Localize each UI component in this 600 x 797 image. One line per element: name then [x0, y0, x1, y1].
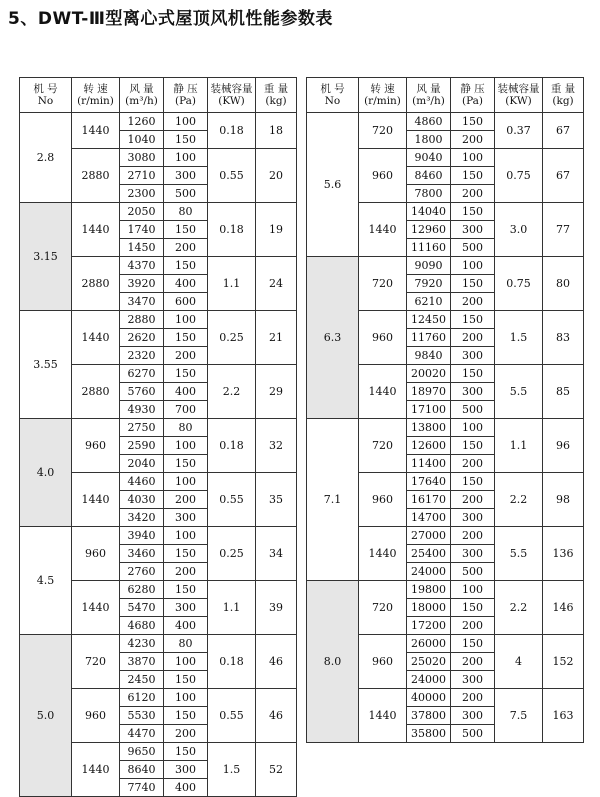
cell-airflow: 2590	[120, 437, 164, 455]
cell-power: 0.18	[208, 635, 256, 689]
cell-airflow: 3420	[120, 509, 164, 527]
col-header-pressure	[451, 78, 495, 113]
table-row	[307, 113, 584, 131]
cell-speed: 2880	[72, 149, 120, 203]
cell-power: 0.75	[495, 257, 543, 311]
cell-model-no: 7.1	[307, 419, 359, 581]
cell-pressure: 400	[164, 617, 208, 635]
cell-pressure: 500	[451, 401, 495, 419]
cell-airflow: 25020	[407, 653, 451, 671]
cell-pressure: 150	[164, 365, 208, 383]
cell-airflow: 40000	[407, 689, 451, 707]
cell-airflow: 4460	[120, 473, 164, 491]
header-top: 重 量	[263, 83, 289, 95]
cell-weight: 34	[256, 527, 297, 581]
cell-power: 0.25	[208, 311, 256, 365]
cell-weight: 24	[256, 257, 297, 311]
cell-airflow: 26000	[407, 635, 451, 653]
cell-airflow: 8460	[407, 167, 451, 185]
cell-weight: 80	[543, 257, 584, 311]
header-top: 装械容量	[497, 83, 540, 95]
cell-speed: 960	[359, 473, 407, 527]
header-bottom: No	[324, 95, 341, 107]
cell-airflow: 9840	[407, 347, 451, 365]
cell-pressure: 80	[164, 635, 208, 653]
cell-airflow: 1450	[120, 239, 164, 257]
cell-power: 4	[495, 635, 543, 689]
cell-airflow: 4230	[120, 635, 164, 653]
cell-model-no: 3.55	[20, 311, 72, 419]
cell-airflow: 8640	[120, 761, 164, 779]
cell-airflow: 11400	[407, 455, 451, 473]
cell-pressure: 100	[164, 113, 208, 131]
cell-power: 1.1	[208, 581, 256, 635]
cell-pressure: 150	[164, 257, 208, 275]
cell-pressure: 200	[451, 131, 495, 149]
cell-pressure: 150	[451, 599, 495, 617]
cell-weight: 29	[256, 365, 297, 419]
left-spec-table	[19, 77, 297, 797]
cell-speed: 720	[359, 257, 407, 311]
cell-power: 5.5	[495, 527, 543, 581]
cell-airflow: 2320	[120, 347, 164, 365]
cell-airflow: 4470	[120, 725, 164, 743]
cell-speed: 1440	[359, 365, 407, 419]
cell-speed: 960	[72, 527, 120, 581]
cell-airflow: 1040	[120, 131, 164, 149]
cell-weight: 20	[256, 149, 297, 203]
cell-weight: 146	[543, 581, 584, 635]
cell-pressure: 100	[451, 257, 495, 275]
cell-speed: 720	[359, 419, 407, 473]
cell-pressure: 400	[164, 383, 208, 401]
col-header-airflow	[407, 78, 451, 113]
cell-speed: 720	[359, 581, 407, 635]
cell-speed: 2880	[72, 365, 120, 419]
cell-pressure: 150	[451, 167, 495, 185]
cell-airflow: 27000	[407, 527, 451, 545]
cell-power: 0.18	[208, 113, 256, 149]
cell-airflow: 3460	[120, 545, 164, 563]
cell-airflow: 1740	[120, 221, 164, 239]
cell-pressure: 300	[451, 347, 495, 365]
cell-airflow: 12450	[407, 311, 451, 329]
cell-speed: 720	[359, 113, 407, 149]
cell-airflow: 12960	[407, 221, 451, 239]
cell-airflow: 18000	[407, 599, 451, 617]
header-bottom: (m³/h)	[412, 95, 445, 107]
table-row	[20, 311, 297, 329]
cell-power: 1.5	[495, 311, 543, 365]
cell-pressure: 200	[451, 293, 495, 311]
cell-weight: 35	[256, 473, 297, 527]
cell-airflow: 2300	[120, 185, 164, 203]
cell-airflow: 2620	[120, 329, 164, 347]
cell-pressure: 200	[164, 725, 208, 743]
cell-pressure: 150	[451, 311, 495, 329]
cell-airflow: 4860	[407, 113, 451, 131]
cell-airflow: 3470	[120, 293, 164, 311]
cell-pressure: 200	[164, 563, 208, 581]
cell-airflow: 6280	[120, 581, 164, 599]
cell-pressure: 300	[164, 599, 208, 617]
cell-airflow: 4930	[120, 401, 164, 419]
cell-model-no: 3.15	[20, 203, 72, 311]
header-top: 机 号	[33, 83, 58, 95]
cell-speed: 1440	[359, 527, 407, 581]
cell-airflow: 2050	[120, 203, 164, 221]
header-top: 机 号	[320, 83, 345, 95]
table-body	[307, 113, 584, 743]
cell-airflow: 17100	[407, 401, 451, 419]
cell-airflow: 6210	[407, 293, 451, 311]
cell-power: 2.2	[495, 473, 543, 527]
cell-weight: 21	[256, 311, 297, 365]
header-row	[307, 78, 584, 113]
cell-power: 5.5	[495, 365, 543, 419]
table-row	[307, 257, 584, 275]
header-top: 重 量	[550, 83, 576, 95]
header-top: 静 压	[173, 83, 198, 95]
cell-pressure: 600	[164, 293, 208, 311]
cell-airflow: 2760	[120, 563, 164, 581]
cell-airflow: 14040	[407, 203, 451, 221]
cell-airflow: 4370	[120, 257, 164, 275]
cell-pressure: 200	[451, 491, 495, 509]
cell-airflow: 2880	[120, 311, 164, 329]
col-header-model	[20, 78, 72, 113]
header-bottom: (KW)	[505, 95, 532, 107]
col-header-pressure	[164, 78, 208, 113]
cell-airflow: 7800	[407, 185, 451, 203]
cell-pressure: 500	[164, 185, 208, 203]
cell-pressure: 200	[451, 689, 495, 707]
cell-pressure: 100	[164, 689, 208, 707]
table-row	[307, 581, 584, 599]
col-header-speed	[72, 78, 120, 113]
cell-airflow: 2710	[120, 167, 164, 185]
cell-airflow: 17200	[407, 617, 451, 635]
cell-weight: 96	[543, 419, 584, 473]
table-row	[20, 527, 297, 545]
cell-weight: 85	[543, 365, 584, 419]
cell-pressure: 200	[451, 527, 495, 545]
header-row	[20, 78, 297, 113]
cell-pressure: 100	[164, 311, 208, 329]
cell-pressure: 200	[164, 347, 208, 365]
cell-pressure: 300	[451, 221, 495, 239]
cell-airflow: 5470	[120, 599, 164, 617]
cell-pressure: 150	[451, 113, 495, 131]
header-bottom: (KW)	[218, 95, 245, 107]
cell-power: 1.1	[495, 419, 543, 473]
cell-airflow: 2750	[120, 419, 164, 437]
cell-pressure: 150	[164, 707, 208, 725]
cell-power: 2.2	[495, 581, 543, 635]
cell-pressure: 300	[164, 509, 208, 527]
cell-weight: 39	[256, 581, 297, 635]
header-bottom: No	[37, 95, 54, 107]
cell-pressure: 200	[451, 617, 495, 635]
cell-weight: 46	[256, 635, 297, 689]
cell-power: 2.2	[208, 365, 256, 419]
cell-power: 0.55	[208, 473, 256, 527]
cell-model-no: 4.0	[20, 419, 72, 527]
col-header-power	[495, 78, 543, 113]
cell-weight: 52	[256, 743, 297, 797]
cell-speed: 1440	[72, 743, 120, 797]
table-row	[307, 419, 584, 437]
cell-pressure: 500	[451, 725, 495, 743]
cell-pressure: 200	[451, 185, 495, 203]
cell-power: 0.55	[208, 149, 256, 203]
page-title: 5、DWT-Ⅲ型离心式屋顶风机性能参数表	[8, 9, 333, 29]
cell-airflow: 16170	[407, 491, 451, 509]
cell-airflow: 4030	[120, 491, 164, 509]
col-header-weight	[543, 78, 584, 113]
table-header	[307, 78, 584, 113]
cell-pressure: 150	[164, 455, 208, 473]
cell-pressure: 200	[451, 329, 495, 347]
cell-airflow: 3080	[120, 149, 164, 167]
cell-pressure: 400	[164, 275, 208, 293]
table-row	[20, 203, 297, 221]
cell-pressure: 150	[451, 473, 495, 491]
col-header-airflow	[120, 78, 164, 113]
cell-airflow: 9040	[407, 149, 451, 167]
cell-pressure: 300	[451, 545, 495, 563]
cell-speed: 960	[359, 149, 407, 203]
cell-airflow: 1260	[120, 113, 164, 131]
header-bottom: (Pa)	[461, 95, 484, 107]
cell-pressure: 150	[451, 365, 495, 383]
cell-weight: 46	[256, 689, 297, 743]
cell-model-no: 8.0	[307, 581, 359, 743]
cell-airflow: 6270	[120, 365, 164, 383]
cell-weight: 163	[543, 689, 584, 743]
cell-airflow: 12600	[407, 437, 451, 455]
cell-airflow: 24000	[407, 671, 451, 689]
cell-pressure: 150	[164, 743, 208, 761]
cell-power: 1.5	[208, 743, 256, 797]
header-bottom: (m³/h)	[125, 95, 158, 107]
cell-pressure: 300	[451, 707, 495, 725]
table-header	[20, 78, 297, 113]
cell-airflow: 1800	[407, 131, 451, 149]
cell-model-no: 4.5	[20, 527, 72, 635]
cell-airflow: 25400	[407, 545, 451, 563]
cell-power: 3.0	[495, 203, 543, 257]
cell-weight: 67	[543, 113, 584, 149]
cell-power: 0.75	[495, 149, 543, 203]
table-row	[20, 635, 297, 653]
cell-airflow: 3940	[120, 527, 164, 545]
cell-pressure: 200	[451, 455, 495, 473]
cell-speed: 1440	[72, 203, 120, 257]
cell-pressure: 150	[164, 221, 208, 239]
cell-model-no: 2.8	[20, 113, 72, 203]
col-header-model	[307, 78, 359, 113]
cell-airflow: 6120	[120, 689, 164, 707]
header-bottom: (kg)	[265, 95, 287, 107]
cell-weight: 32	[256, 419, 297, 473]
cell-airflow: 5760	[120, 383, 164, 401]
cell-airflow: 37800	[407, 707, 451, 725]
table-body	[20, 113, 297, 797]
cell-pressure: 100	[164, 437, 208, 455]
cell-speed: 1440	[72, 473, 120, 527]
cell-power: 1.1	[208, 257, 256, 311]
cell-weight: 152	[543, 635, 584, 689]
cell-speed: 1440	[359, 689, 407, 743]
cell-model-no: 5.0	[20, 635, 72, 797]
cell-speed: 2880	[72, 257, 120, 311]
table-row	[20, 113, 297, 131]
cell-airflow: 14700	[407, 509, 451, 527]
cell-airflow: 24000	[407, 563, 451, 581]
cell-airflow: 7740	[120, 779, 164, 797]
cell-airflow: 3870	[120, 653, 164, 671]
cell-pressure: 500	[451, 563, 495, 581]
col-header-speed	[359, 78, 407, 113]
header-bottom: (Pa)	[174, 95, 197, 107]
cell-airflow: 11160	[407, 239, 451, 257]
cell-airflow: 20020	[407, 365, 451, 383]
cell-weight: 67	[543, 149, 584, 203]
header-top: 风 量	[129, 83, 154, 95]
cell-pressure: 150	[164, 131, 208, 149]
cell-pressure: 100	[451, 149, 495, 167]
cell-airflow: 7920	[407, 275, 451, 293]
cell-airflow: 13800	[407, 419, 451, 437]
cell-pressure: 400	[164, 779, 208, 797]
cell-model-no: 6.3	[307, 257, 359, 419]
cell-pressure: 150	[164, 329, 208, 347]
cell-airflow: 9090	[407, 257, 451, 275]
header-bottom: (r/min)	[364, 95, 401, 107]
header-top: 风 量	[416, 83, 441, 95]
header-bottom: (r/min)	[77, 95, 114, 107]
cell-power: 0.55	[208, 689, 256, 743]
cell-pressure: 100	[451, 419, 495, 437]
cell-pressure: 300	[164, 761, 208, 779]
cell-pressure: 700	[164, 401, 208, 419]
col-header-weight	[256, 78, 297, 113]
cell-airflow: 11760	[407, 329, 451, 347]
cell-airflow: 2450	[120, 671, 164, 689]
header-top: 转 速	[83, 83, 108, 95]
cell-airflow: 17640	[407, 473, 451, 491]
cell-airflow: 3920	[120, 275, 164, 293]
header-bottom: (kg)	[552, 95, 574, 107]
cell-power: 0.37	[495, 113, 543, 149]
cell-airflow: 5530	[120, 707, 164, 725]
table-row	[20, 419, 297, 437]
cell-pressure: 150	[164, 581, 208, 599]
cell-pressure: 100	[164, 653, 208, 671]
cell-pressure: 500	[451, 239, 495, 257]
cell-pressure: 300	[451, 383, 495, 401]
cell-airflow: 4680	[120, 617, 164, 635]
cell-airflow: 35800	[407, 725, 451, 743]
cell-pressure: 300	[164, 167, 208, 185]
cell-power: 0.18	[208, 419, 256, 473]
cell-airflow: 18970	[407, 383, 451, 401]
cell-airflow: 19800	[407, 581, 451, 599]
cell-airflow: 2040	[120, 455, 164, 473]
cell-pressure: 100	[164, 473, 208, 491]
cell-pressure: 80	[164, 419, 208, 437]
cell-pressure: 100	[164, 527, 208, 545]
cell-speed: 960	[72, 419, 120, 473]
cell-weight: 136	[543, 527, 584, 581]
cell-weight: 19	[256, 203, 297, 257]
cell-pressure: 300	[451, 671, 495, 689]
cell-speed: 960	[359, 311, 407, 365]
cell-model-no: 5.6	[307, 113, 359, 257]
cell-pressure: 300	[451, 509, 495, 527]
cell-airflow: 9650	[120, 743, 164, 761]
cell-pressure: 150	[164, 545, 208, 563]
cell-pressure: 200	[451, 653, 495, 671]
cell-pressure: 200	[164, 239, 208, 257]
cell-weight: 18	[256, 113, 297, 149]
cell-pressure: 150	[451, 437, 495, 455]
cell-speed: 1440	[72, 311, 120, 365]
cell-power: 7.5	[495, 689, 543, 743]
cell-pressure: 200	[164, 491, 208, 509]
cell-speed: 1440	[72, 113, 120, 149]
cell-weight: 77	[543, 203, 584, 257]
cell-speed: 960	[359, 635, 407, 689]
cell-pressure: 80	[164, 203, 208, 221]
cell-pressure: 150	[451, 635, 495, 653]
cell-pressure: 150	[451, 203, 495, 221]
header-top: 装械容量	[210, 83, 253, 95]
cell-speed: 960	[72, 689, 120, 743]
col-header-power	[208, 78, 256, 113]
cell-speed: 1440	[359, 203, 407, 257]
cell-speed: 1440	[72, 581, 120, 635]
cell-pressure: 150	[451, 275, 495, 293]
cell-pressure: 150	[164, 671, 208, 689]
cell-pressure: 100	[451, 581, 495, 599]
right-spec-table	[306, 77, 584, 743]
header-top: 转 速	[370, 83, 395, 95]
cell-weight: 98	[543, 473, 584, 527]
cell-power: 0.25	[208, 527, 256, 581]
cell-pressure: 100	[164, 149, 208, 167]
header-top: 静 压	[460, 83, 485, 95]
cell-speed: 720	[72, 635, 120, 689]
cell-weight: 83	[543, 311, 584, 365]
cell-power: 0.18	[208, 203, 256, 257]
